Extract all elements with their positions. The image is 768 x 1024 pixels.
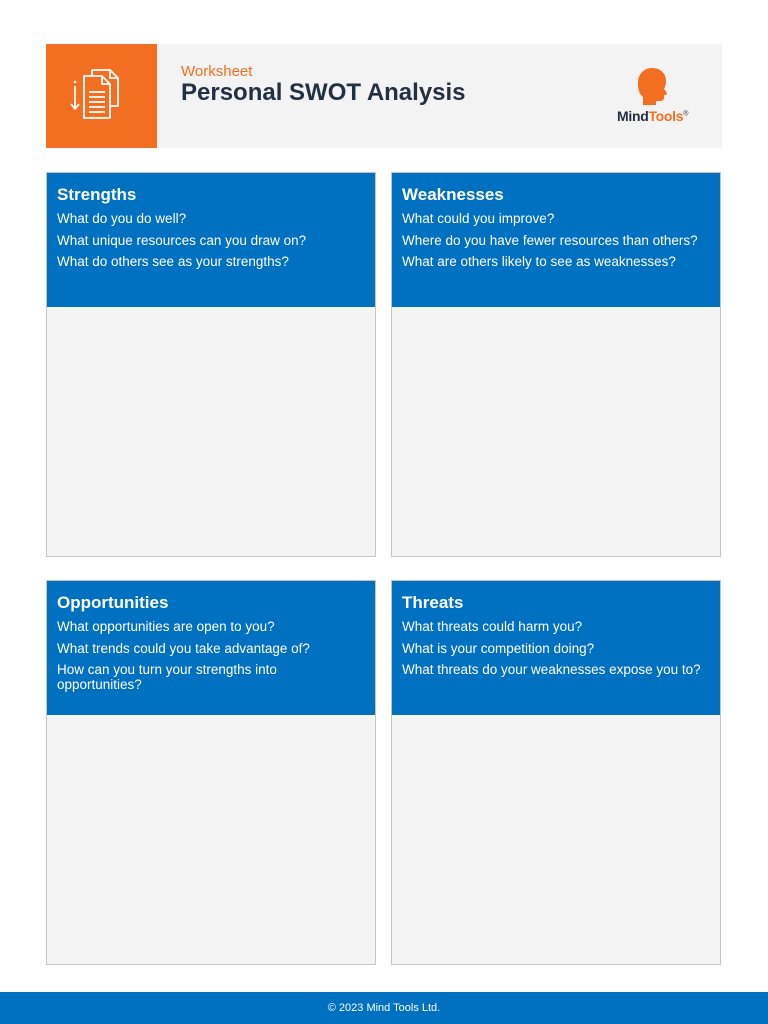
opportunities-question: What trends could you take advantage of? [57,640,310,656]
strengths-question: What do you do well? [57,211,187,226]
head-silhouette-icon [637,67,669,105]
copyright-text: © 2023 Mind Tools Ltd. [327,1002,441,1014]
footer [0,992,768,1024]
threats-question: What is your competition doing? [402,640,595,656]
threats-question: What threats could harm you? [402,619,583,634]
strengths-panel [46,172,376,557]
opportunities-question: How can you turn your strengths into opportunities? [57,662,277,692]
weaknesses-title: Weaknesses [402,185,504,204]
logo-tools: Tools [648,108,684,124]
weaknesses-question: What could you improve? [402,211,555,226]
logo-mind: Mind [617,108,649,124]
worksheet-label: Worksheet [181,63,253,80]
header-icon-box [46,44,157,148]
weaknesses-header [392,173,720,307]
opportunities-title: Opportunities [57,593,169,612]
documents-icon [68,66,132,126]
strengths-header [47,173,375,307]
threats-panel [391,580,721,965]
strengths-question: What do others see as your strengths? [57,254,289,269]
mindtools-logo [614,67,704,127]
opportunities-question: What opportunities are open to you? [57,619,275,634]
logo-registered-mark: ® [683,110,689,118]
threats-header [392,581,720,715]
logo-wordmark [617,108,688,124]
weaknesses-question: Where do you have fewer resources than others? [402,232,698,248]
worksheet-header [46,44,722,148]
threats-question: What threats do your weaknesses expose you to? [402,662,701,677]
weaknesses-panel [391,172,721,557]
opportunities-header [47,581,375,715]
threats-title: Threats [402,593,464,612]
strengths-question: What unique resources can you draw on? [57,232,307,248]
opportunities-panel [46,580,376,965]
strengths-title: Strengths [57,185,137,204]
page-title: Personal SWOT Analysis [181,79,466,106]
weaknesses-question: What are others likely to see as weaknesses? [402,254,676,269]
